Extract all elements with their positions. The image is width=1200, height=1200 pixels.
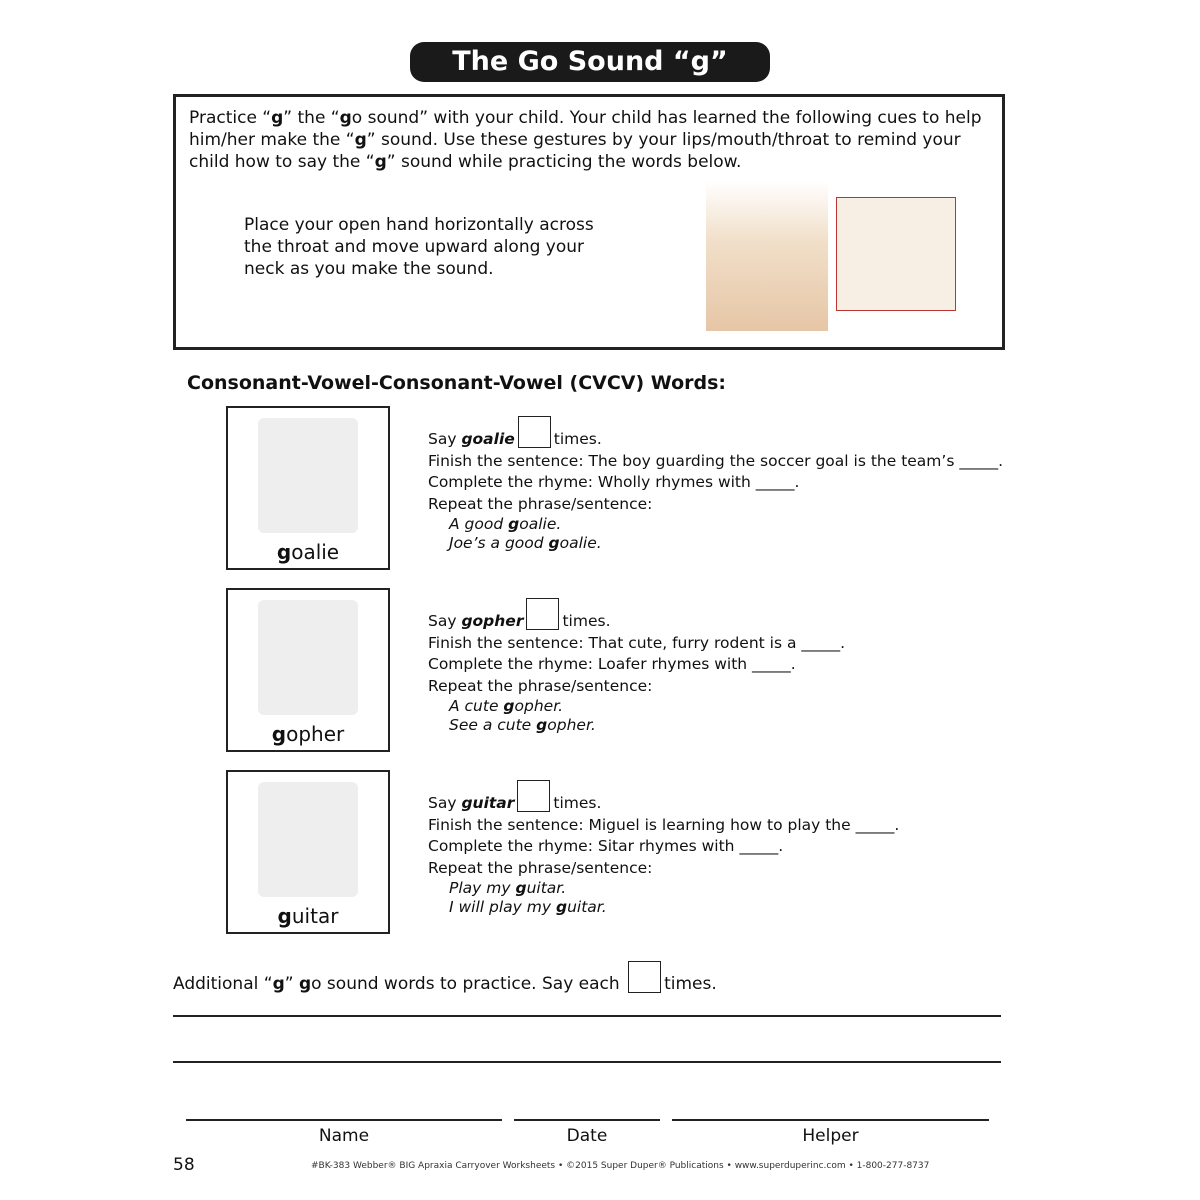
bold-g: g bbox=[555, 898, 568, 916]
name-label: Name bbox=[318, 1126, 370, 1146]
practice-phrase bbox=[428, 898, 899, 917]
practice-phrase bbox=[428, 515, 1003, 534]
bold-g: g bbox=[503, 697, 515, 715]
word-rest: uitar bbox=[291, 904, 339, 928]
finish-sentence: Finish the sentence: Miguel is learning how to play the _____. bbox=[428, 815, 900, 834]
text-segment: opher. bbox=[547, 716, 596, 734]
date-label: Date bbox=[566, 1126, 608, 1146]
text-segment: See a cute bbox=[449, 716, 537, 734]
count-box[interactable] bbox=[628, 961, 661, 993]
times-text: times. bbox=[664, 974, 717, 994]
say-word: guitar bbox=[461, 794, 515, 812]
bold-g: g bbox=[374, 152, 387, 172]
word-practice bbox=[428, 780, 899, 917]
text-segment: oalie. bbox=[559, 534, 602, 552]
text-segment: ” bbox=[284, 974, 299, 994]
complete-rhyme: Complete the rhyme: Wholly rhymes with _____. bbox=[428, 473, 800, 491]
name-line[interactable] bbox=[186, 1119, 502, 1121]
page-number: 58 bbox=[173, 1155, 195, 1175]
say-text: Say bbox=[428, 794, 462, 812]
bold-g: g bbox=[515, 879, 527, 897]
section-heading: Consonant-Vowel-Consonant-Vowel (CVCV) Words: bbox=[187, 372, 727, 394]
additional-words-prompt bbox=[173, 961, 717, 994]
word-picture bbox=[258, 418, 358, 533]
intro-text bbox=[189, 107, 989, 173]
writing-line[interactable] bbox=[173, 1015, 1001, 1017]
additional-text bbox=[173, 974, 625, 994]
page-title: The Go Sound “g” bbox=[410, 42, 770, 82]
say-word: goalie bbox=[461, 430, 515, 448]
repeat-label: Repeat the phrase/sentence: bbox=[428, 858, 653, 877]
times-text: times. bbox=[553, 430, 602, 448]
repeat-label: Repeat the phrase/sentence: bbox=[428, 494, 653, 513]
bold-g: g bbox=[354, 130, 367, 150]
text-segment: o sound” with your child. Your child has learned the following cues to help him/her make the “ bbox=[189, 108, 982, 150]
text-segment: o sound words to practice. Say each bbox=[311, 974, 626, 994]
helper-line[interactable] bbox=[672, 1119, 989, 1121]
practice-phrase bbox=[428, 879, 899, 898]
word-practice bbox=[428, 598, 845, 735]
instruction-box bbox=[173, 94, 1005, 350]
footer-credits: #BK-383 Webber® BIG Apraxia Carryover Worksheets • ©2015 Super Duper® Publications • www.superduperinc.com • 1-800-277-8737 bbox=[311, 1161, 930, 1171]
text-segment: ” sound. Use these gestures by your lips/mouth/throat to remind your child how to say the “ bbox=[189, 130, 961, 172]
text-segment: A cute bbox=[449, 697, 504, 715]
count-box[interactable] bbox=[518, 416, 551, 448]
practice-phrase bbox=[428, 534, 1003, 553]
writing-line[interactable] bbox=[173, 1061, 1001, 1063]
say-line bbox=[428, 598, 845, 633]
finish-sentence: Finish the sentence: The boy guarding the soccer goal is the team’s _____. bbox=[428, 451, 1004, 470]
bold-g: g bbox=[271, 108, 284, 128]
text-segment: oalie. bbox=[519, 515, 562, 533]
cue-text: Place your open hand horizontally across the throat and move upward along your neck as you make the sound. bbox=[244, 215, 594, 279]
word-picture-card bbox=[226, 406, 390, 570]
word-picture bbox=[258, 600, 358, 715]
text-segment: Play my bbox=[449, 879, 516, 897]
bold-g: g bbox=[276, 540, 292, 564]
text-segment: A good bbox=[449, 515, 509, 533]
say-line bbox=[428, 416, 1003, 451]
bold-g: g bbox=[536, 716, 548, 734]
repeat-label: Repeat the phrase/sentence: bbox=[428, 676, 653, 695]
text-segment: opher. bbox=[514, 697, 564, 715]
bold-g: g bbox=[272, 974, 285, 994]
practice-phrase bbox=[428, 697, 845, 716]
bold-g: g bbox=[548, 534, 560, 552]
bold-g: g bbox=[508, 515, 520, 533]
text-segment: Additional “ bbox=[173, 974, 273, 994]
text-segment: ” sound while practicing the words below. bbox=[386, 152, 742, 172]
date-line[interactable] bbox=[514, 1119, 660, 1121]
word-picture-card bbox=[226, 770, 390, 934]
text-segment: uitar. bbox=[526, 879, 567, 897]
word-picture-card bbox=[226, 588, 390, 752]
complete-rhyme: Complete the rhyme: Sitar rhymes with _____. bbox=[428, 837, 784, 855]
word-practice bbox=[428, 416, 1003, 553]
helper-label: Helper bbox=[802, 1126, 859, 1146]
times-text: times. bbox=[553, 794, 602, 812]
text-segment: I will play my bbox=[449, 898, 556, 916]
say-line bbox=[428, 780, 899, 815]
text-segment: Joe’s a good bbox=[449, 534, 549, 552]
count-box[interactable] bbox=[517, 780, 550, 812]
text-segment: ” the “ bbox=[283, 108, 340, 128]
cue-photo-side bbox=[836, 197, 956, 311]
say-text: Say bbox=[428, 430, 462, 448]
bold-g: g bbox=[271, 722, 287, 746]
text-segment: Practice “ bbox=[189, 108, 272, 128]
word-picture bbox=[258, 782, 358, 897]
word-rest: opher bbox=[286, 722, 345, 746]
practice-phrase bbox=[428, 716, 845, 735]
finish-sentence: Finish the sentence: That cute, furry rodent is a _____. bbox=[428, 633, 846, 652]
word-label bbox=[228, 904, 388, 928]
word-label bbox=[228, 540, 388, 564]
bold-g: g bbox=[277, 904, 292, 928]
cue-photo-front bbox=[706, 181, 828, 331]
times-text: times. bbox=[562, 612, 611, 630]
bold-g: g bbox=[339, 108, 352, 128]
bold-g: g bbox=[298, 974, 312, 994]
count-box[interactable] bbox=[526, 598, 559, 630]
word-label bbox=[228, 722, 388, 746]
text-segment: uitar. bbox=[567, 898, 607, 916]
complete-rhyme: Complete the rhyme: Loafer rhymes with _____. bbox=[428, 655, 796, 673]
word-rest: oalie bbox=[291, 540, 340, 564]
say-word: gopher bbox=[461, 612, 524, 630]
say-text: Say bbox=[428, 612, 462, 630]
